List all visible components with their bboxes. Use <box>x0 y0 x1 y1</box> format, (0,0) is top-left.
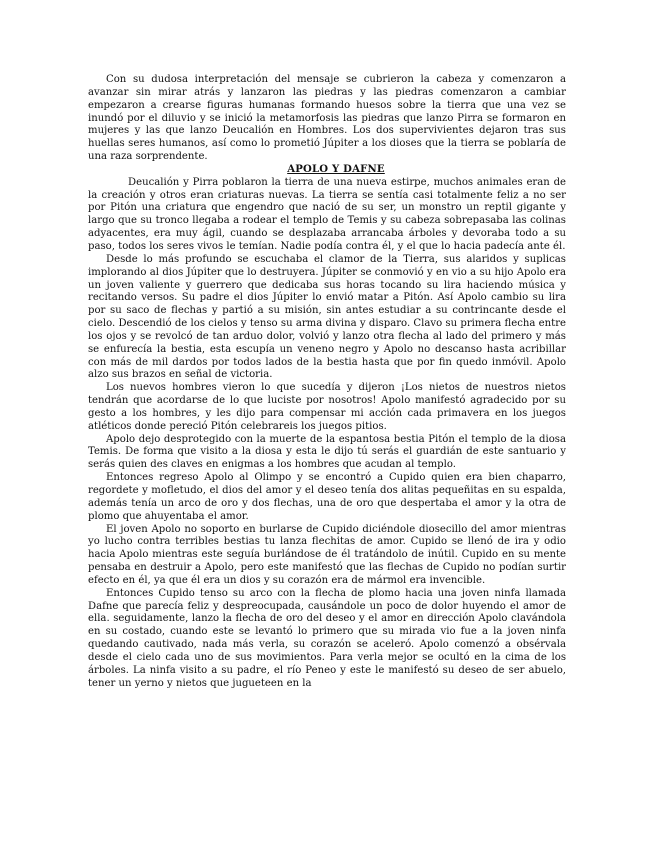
section-title: APOLO Y DAFNE <box>287 163 385 175</box>
body-paragraph: Deucalión y Pirra poblaron la tierra de una nueva estirpe, muchos animales eran de la creación y otros eran criaturas nuevas. La tierra se sentía casi totalmente feliz a no ser por Pitón una criatura que engendro que nació de su ser, un monstro un reptil gigante y largo que su tronco llegaba a rodear el templo de Temis y su cabeza sobrepasaba las colinas adyacentes, era muy ágil, cuando se desplazaba arrancaba árboles y devoraba todo a su paso, todos los seres vivos le temían. Nadie podía contra él, y el que lo hacia padecía ante él. <box>88 176 566 252</box>
body-paragraph: Entonces Cupido tenso su arco con la flecha de plomo hacia una joven ninfa llamada Dafne que parecía feliz y despreocupada, causándole un poco de dolor huyendo el amor de ella. seguidamente, lanzo la flecha de oro del deseo y el amor en dirección Apolo clavándola en su costado, cuando este se levantó lo primero que su mirada vio fue a la joven ninfa quedando cautivado, nada más verla, su corazón se aceleró. Apolo comenzó a obsérvala desde el cielo cada uno de sus movimientos. Para verla mejor se ocultó en la cima de los árboles. La ninfa visito a su padre, el río Peneo y este le manifestó su deseo de ser abuelo, tener un yerno y nietos que jugueteen en la <box>88 587 566 689</box>
body-paragraph: Los nuevos hombres vieron lo que sucedía y dijeron ¡Los nietos de nuestros nietos tendrán que acordarse de lo que luciste por nosotros! Apolo manifestó agradecido por su gesto a los hombres, y les dijo para compensar mi acción cada primavera en los juegos atléticos donde pereció Pitón celebrareis los juegos pitios. <box>88 382 566 432</box>
body-paragraph: Entonces regreso Apolo al Olimpo y se encontró a Cupido quien era bien chaparro, regordete y mofletudo, el dios del amor y el deseo tenía dos alitas pequeñitas en su espalda, además tenía un arco de oro y dos flechas, una de oro que despertaba el amor y la otra de plomo que ahuyentaba el amor. <box>88 472 566 522</box>
document-page <box>88 74 566 691</box>
body-paragraph: Desde lo más profundo se escuchaba el clamor de la Tierra, sus alaridos y suplicas implorando al dios Júpiter que lo destruyera. Júpiter se conmovió y en vio a su hijo Apolo era un joven valiente y guerrero que dedicaba sus horas tocando su lira haciendo música y recitando versos. Su padre el dios Júpiter lo envió matar a Pitón. Así Apolo cambio su lira por su saco de flechas y partió a su misión, sin antes estudiar a su contrincante desde el cielo. Descendió de los cielos y tenso su arma divina y disparo. Clavo su primera flecha entre los ojos y se revolcó de tan arduo dolor, volvió y lanzo otra flecha al lado del primero y más se enfurecía la bestia, esta escupía un veneno negro y Apolo no descanso hasta acribillar con más de mil dardos por todos lados de la bestia hasta que por fin quedo inmóvil. Apolo alzo sus brazos en señal de victoria. <box>88 253 566 381</box>
intro-paragraph: Con su dudosa interpretación del mensaje se cubrieron la cabeza y comenzaron a avanzar sin mirar atrás y lanzaron las piedras y las piedras comenzaron a cambiar empezaron a crearse figuras humanas formando huesos sobre la tierra que una vez se inundó por el diluvio y se inició la metamorfosis las piedras que lanzo Pirra se formaron en mujeres y las que lanzo Deucalión en Hombres. Los dos supervivientes dejaron tras sus huellas seres humanos, así como lo prometió Júpiter a los dioses que la tierra se poblaría de una raza sorprendente. <box>88 74 566 163</box>
body-paragraph: Apolo dejo desprotegido con la muerte de la espantosa bestia Pitón el templo de la diosa Temis. De forma que visito a la diosa y esta le dijo tú serás el guardián de este santuario y serás quien des claves en enigmas a los hombres que acudan al templo. <box>88 433 566 471</box>
body-paragraph: El joven Apolo no soporto en burlarse de Cupido diciéndole diosecillo del amor mientras yo lucho contra terribles bestias tu lanza flechitas de amor. Cupido se llenó de ira y odio hacia Apolo mientras este seguía burlándose de él tratándolo de inútil. Cupido en su mente pensaba en destruir a Apolo, pero este manifestó que las flechas de Cupido no podían surtir efecto en él, ya que él era un dios y su corazón era de mármol era invencible. <box>88 523 566 586</box>
